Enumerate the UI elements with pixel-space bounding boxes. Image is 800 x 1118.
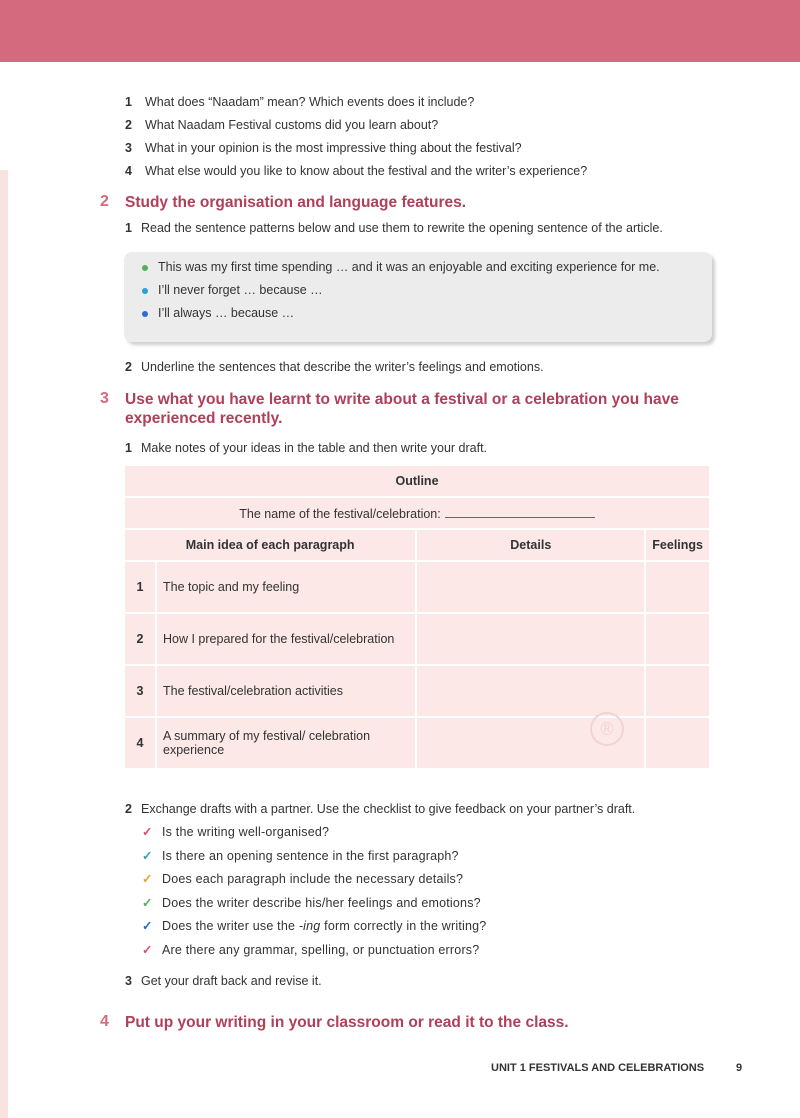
column-header: Feelings [646,530,709,560]
question-number: 1 [125,95,132,109]
checklist-text: Does the writer describe his/her feelings and emotions? [162,895,481,910]
blank-line[interactable] [445,505,595,518]
task [125,359,544,375]
task-number: 1 [125,221,132,235]
feelings-cell[interactable] [646,562,709,612]
table-title-row [125,466,709,496]
task-text: Read the sentence patterns below and use them to rewrite the opening sentence of the article. [141,221,663,235]
table-header-row [125,530,709,560]
details-cell[interactable] [417,614,644,664]
list-item [142,260,702,275]
checklist-text: Does each paragraph include the necessary details? [162,872,464,886]
question-text: What in your opinion is the most impressive thing about the festival? [145,141,522,155]
checklist-text: Is the writing well-organised? [162,825,330,839]
task-number: 3 [125,974,132,988]
checklist [142,824,486,965]
row-number: 3 [125,666,155,716]
row-number: 1 [125,562,155,612]
task [125,973,322,989]
check-icon: ✓ [142,825,153,839]
task-text: Make notes of your ideas in the table and then write your draft. [141,441,488,455]
check-icon: ✓ [142,942,153,957]
task-number: 1 [125,441,132,455]
bullet-dot [142,311,148,317]
checklist-text-before: Does the writer use the [162,919,299,933]
festival-name-cell[interactable] [125,498,709,528]
details-cell[interactable] [417,666,644,716]
footer-unit-title: UNIT 1 FESTIVALS AND CELEBRATIONS [491,1062,705,1074]
list-item [125,163,587,186]
checklist-item [142,848,486,872]
registered-mark-watermark: ® [590,712,624,746]
bullet-dot [142,265,148,271]
row-number: 4 [125,718,155,768]
check-icon: ✓ [142,919,153,933]
section-title-line: experienced recently. [125,410,283,427]
list-item [142,283,702,298]
check-icon: ✓ [142,848,153,863]
question-text: What Naadam Festival customs did you learn about? [145,118,439,132]
task-number: 2 [125,360,132,374]
table-title: Outline [125,466,709,496]
column-header: Main idea of each paragraph [125,530,415,560]
list-item [125,94,587,117]
pattern-list [142,260,702,329]
checklist-item [142,942,486,966]
checklist-item [142,871,486,895]
check-icon: ✓ [142,872,153,886]
question-text: What else would you like to know about the festival and the writer’s experience? [145,164,588,178]
page-number: 9 [736,1062,743,1074]
question-text: What does “Naadam” mean? Which events does it include? [145,95,475,109]
main-idea-cell: The festival/celebration activities [157,666,415,716]
checklist-text: Are there any grammar, spelling, or punctuation errors? [162,942,480,957]
checklist-item [142,895,486,919]
list-item [125,117,587,140]
task-text: Get your draft back and revise it. [141,974,322,988]
pattern-text: I’ll never forget … because … [158,283,323,297]
task [125,220,663,236]
feelings-cell[interactable] [646,666,709,716]
task-number: 2 [125,802,132,816]
table-row [125,666,709,716]
task [125,440,487,456]
pattern-text: This was my first time spending … and it was an enjoyable and exciting experience for me. [158,260,660,274]
question-list [125,94,587,186]
main-idea-cell: A summary of my festival/ celebration experience [157,718,415,768]
section-title: Study the organisation and language features. [125,194,467,211]
section-title-line: Use what you have learnt to write about a festival or a celebration you have [125,391,679,408]
list-item [125,140,587,163]
section-number: 4 [100,1013,109,1030]
pattern-text: I’ll always … because … [158,306,295,320]
task-text: Exchange drafts with a partner. Use the checklist to give feedback on your partner’s draft. [141,802,636,816]
row-number: 2 [125,614,155,664]
task [125,801,635,817]
section-title: Put up your writing in your classroom or read it to the class. [125,1014,569,1031]
check-icon: ✓ [142,895,153,910]
checklist-text-after: form correctly in the writing? [320,919,487,933]
checklist-item [142,824,486,848]
list-item [142,306,702,321]
table-row [125,562,709,612]
checklist-text: Is there an opening sentence in the first paragraph? [162,848,459,863]
main-idea-cell: How I prepared for the festival/celebration [157,614,415,664]
header-band [0,0,800,62]
festival-name-label: The name of the festival/celebration: [239,507,441,521]
column-header: Details [417,530,644,560]
festival-name-row [125,498,709,528]
table-row [125,614,709,664]
details-cell[interactable] [417,562,644,612]
sentence-pattern-box [124,252,712,342]
section-number: 2 [100,193,109,210]
checklist-item [142,918,486,942]
feelings-cell[interactable] [646,718,709,768]
side-strip [0,170,8,1118]
main-idea-cell: The topic and my feeling [157,562,415,612]
task-text: Underline the sentences that describe the writer’s feelings and emotions. [141,360,544,374]
bullet-dot [142,288,148,294]
question-number: 2 [125,118,132,132]
question-number: 4 [125,164,132,178]
question-number: 3 [125,141,132,155]
checklist-text-emphasis: -ing [298,919,321,933]
section-number: 3 [100,390,109,407]
feelings-cell[interactable] [646,614,709,664]
section-title [125,390,679,428]
